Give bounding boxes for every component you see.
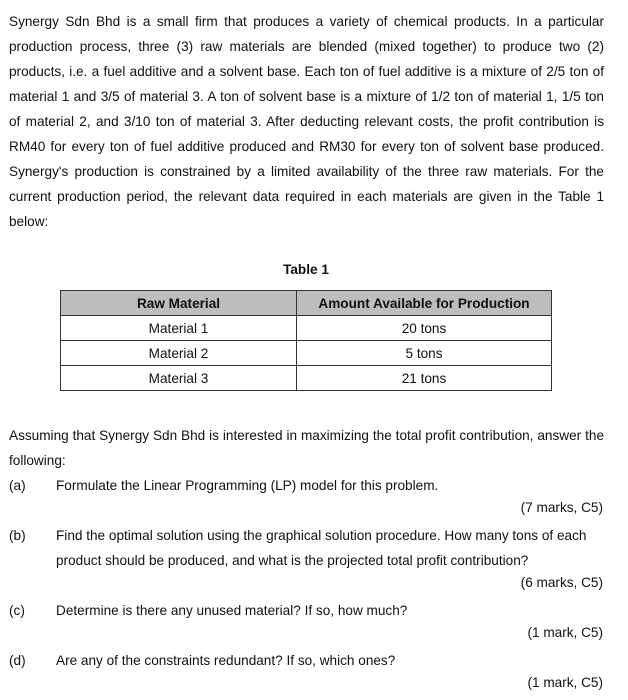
table-title: Table 1: [283, 262, 329, 277]
question-label: (d): [9, 653, 26, 668]
question-marks: (1 mark, C5): [527, 675, 603, 690]
table-header-row: [61, 291, 552, 316]
material-name: Material 3: [61, 366, 297, 391]
question-label: (c): [9, 603, 25, 618]
material-name: Material 1: [61, 316, 297, 341]
material-name: Material 2: [61, 341, 297, 366]
question-label: (b): [9, 528, 26, 543]
question-text: Are any of the constraints redundant? If so, which ones?: [56, 653, 396, 668]
material-amount: 20 tons: [297, 316, 552, 341]
table-row: [61, 316, 552, 341]
raw-material-table: [60, 290, 552, 391]
instructions: Assuming that Synergy Sdn Bhd is interested in maximizing the total profit contribution, answer the following:: [9, 428, 604, 468]
question-marks: (1 mark, C5): [527, 625, 603, 640]
table-row: [61, 341, 552, 366]
header-raw-material: Raw Material: [61, 291, 297, 316]
header-amount-available: Amount Available for Production: [297, 291, 552, 316]
question-label: (a): [9, 478, 26, 493]
question-text: Find the optimal solution using the graphical solution procedure. How many tons of each product should be produced, and what is the projected total profit contribution?: [56, 528, 587, 568]
question-text: Determine is there any unused material? If so, how much?: [56, 603, 408, 618]
table-row: [61, 366, 552, 391]
question-marks: (7 marks, C5): [520, 500, 603, 515]
problem-description: Synergy Sdn Bhd is a small firm that produces a variety of chemical products. In a particular production process, three (3) raw materials are blended (mixed together) to produce two (2) products, i.e. a fuel additive and a solvent base. Each ton of fuel additive is a mixture of 2/5 ton of material 1 and 3/5 of material 3. A ton of solvent base is a mixture of 1/2 ton of material 1, 1/5 ton of material 2, and 3/10 ton of material 3. After deducting relevant costs, the profit contribution is RM40 for every ton of fuel additive produced and RM30 for every ton of solvent base produced. Synergy's production is constrained by a limited availability of the three raw materials. For the current production period, the relevant data required in each materials are given in the Table 1 below:: [9, 14, 604, 229]
question-text: Formulate the Linear Programming (LP) model for this problem.: [56, 478, 439, 493]
material-amount: 21 tons: [297, 366, 552, 391]
question-marks: (6 marks, C5): [520, 575, 603, 590]
material-amount: 5 tons: [297, 341, 552, 366]
